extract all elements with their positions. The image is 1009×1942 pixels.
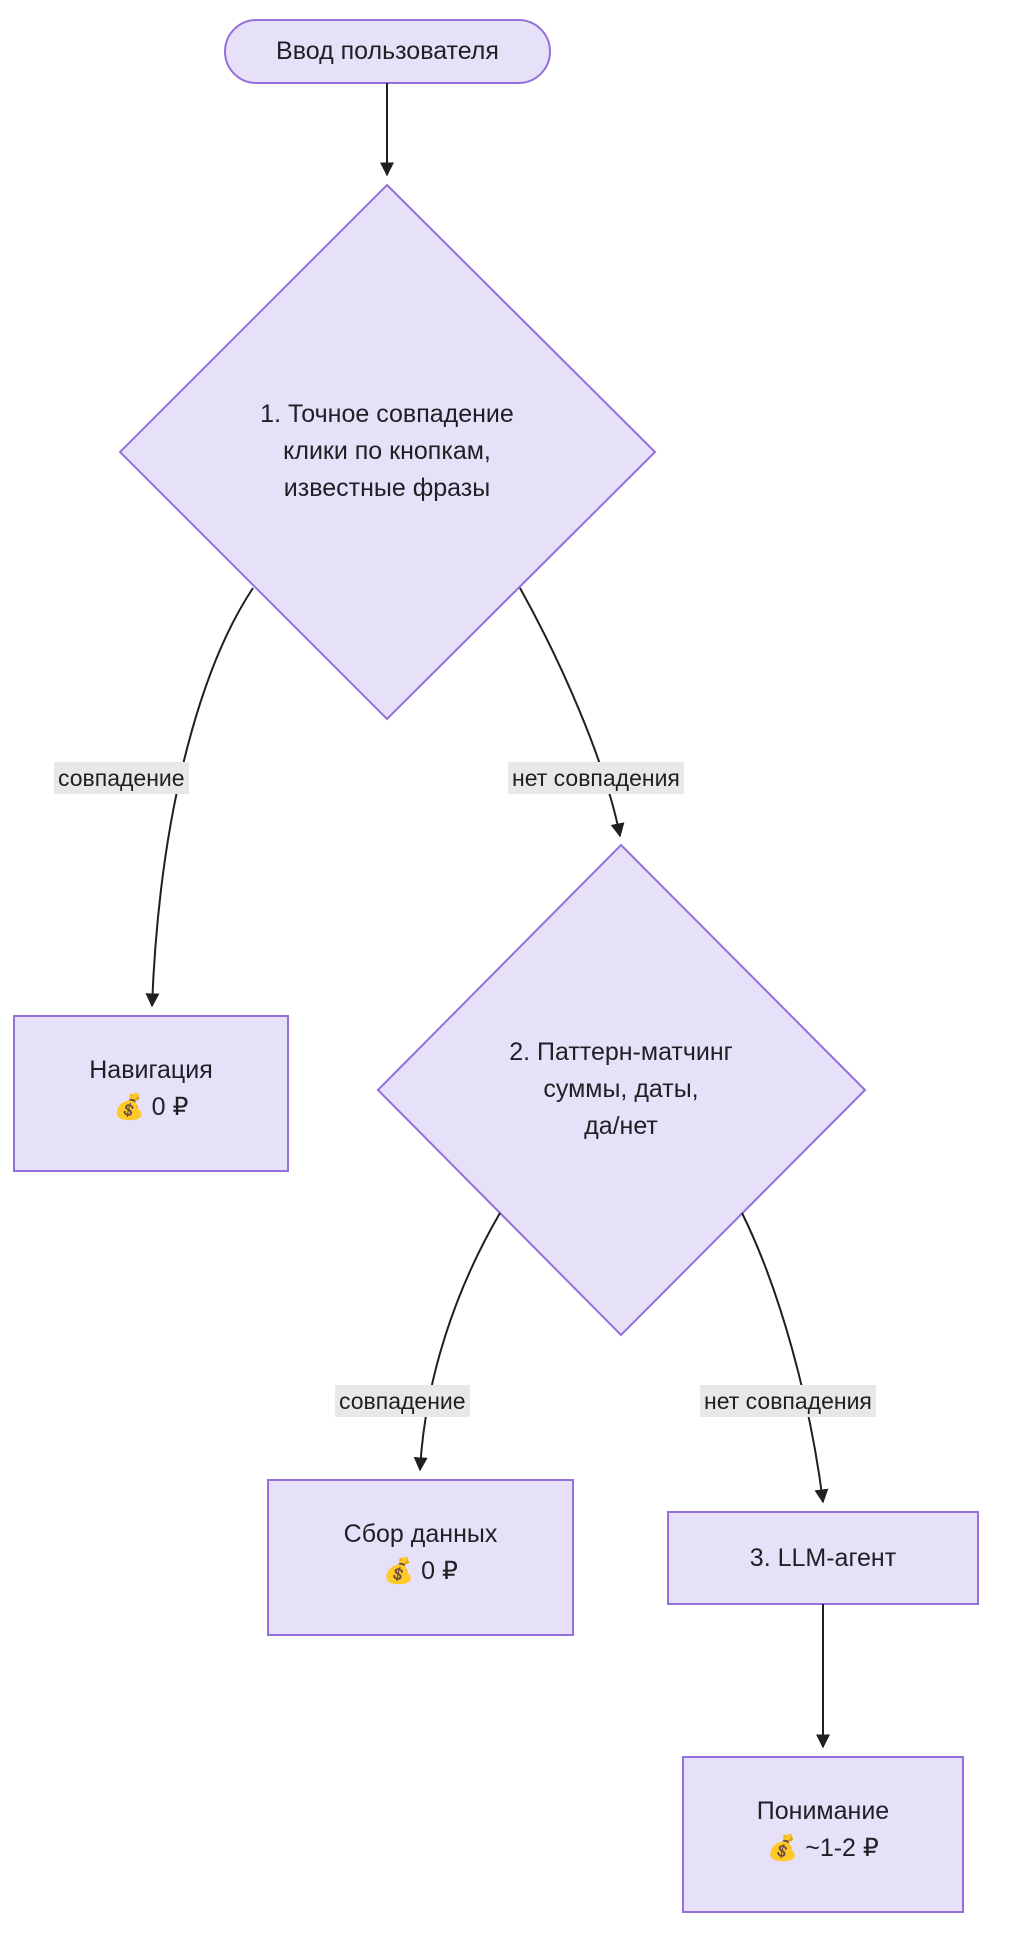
- node-exact-label-line1: 1. Точное совпадение: [260, 400, 514, 428]
- node-nav-label-line1: Навигация: [89, 1056, 213, 1084]
- edge-label-nomatch-2: нет совпадения: [700, 1385, 876, 1417]
- edge-label-match-1: совпадение: [54, 762, 189, 794]
- node-nav-shape: [14, 1016, 288, 1171]
- node-collect-label-line2: 💰 0 ₽: [383, 1557, 458, 1585]
- node-exact-shape: [120, 185, 655, 719]
- node-understand-label-line2: 💰 ~1-2 ₽: [767, 1834, 879, 1862]
- edge-label-match-2: совпадение: [335, 1385, 470, 1417]
- node-llm-shape: [668, 1512, 978, 1604]
- edge-label-nomatch-1: нет совпадения: [508, 762, 684, 794]
- edge-pattern-to-collect: [420, 1213, 500, 1470]
- node-input-label: Ввод пользователя: [276, 37, 499, 65]
- node-collect-label-line1: Сбор данных: [343, 1520, 498, 1548]
- edge-exact-to-pattern: [520, 588, 620, 836]
- node-pattern-label-line3: да/нет: [584, 1112, 658, 1140]
- node-exact-label-line3: известные фразы: [283, 474, 491, 502]
- node-nav-label-line2: 💰 0 ₽: [113, 1093, 189, 1121]
- node-understand-label-line1: Понимание: [756, 1797, 890, 1825]
- node-exact-label-line2: клики по кнопкам,: [283, 437, 491, 465]
- node-pattern-shape: [378, 845, 865, 1335]
- node-collect-shape: [268, 1480, 573, 1635]
- edge-exact-to-nav: [152, 588, 253, 1006]
- edge-pattern-to-llm: [742, 1213, 823, 1502]
- node-pattern-label-line1: 2. Паттерн-матчинг: [509, 1038, 733, 1066]
- node-understand-shape: [683, 1757, 963, 1912]
- node-input-shape: [225, 20, 550, 83]
- node-llm-label: 3. LLM-агент: [749, 1544, 897, 1572]
- node-pattern-label-line2: суммы, даты,: [543, 1075, 699, 1103]
